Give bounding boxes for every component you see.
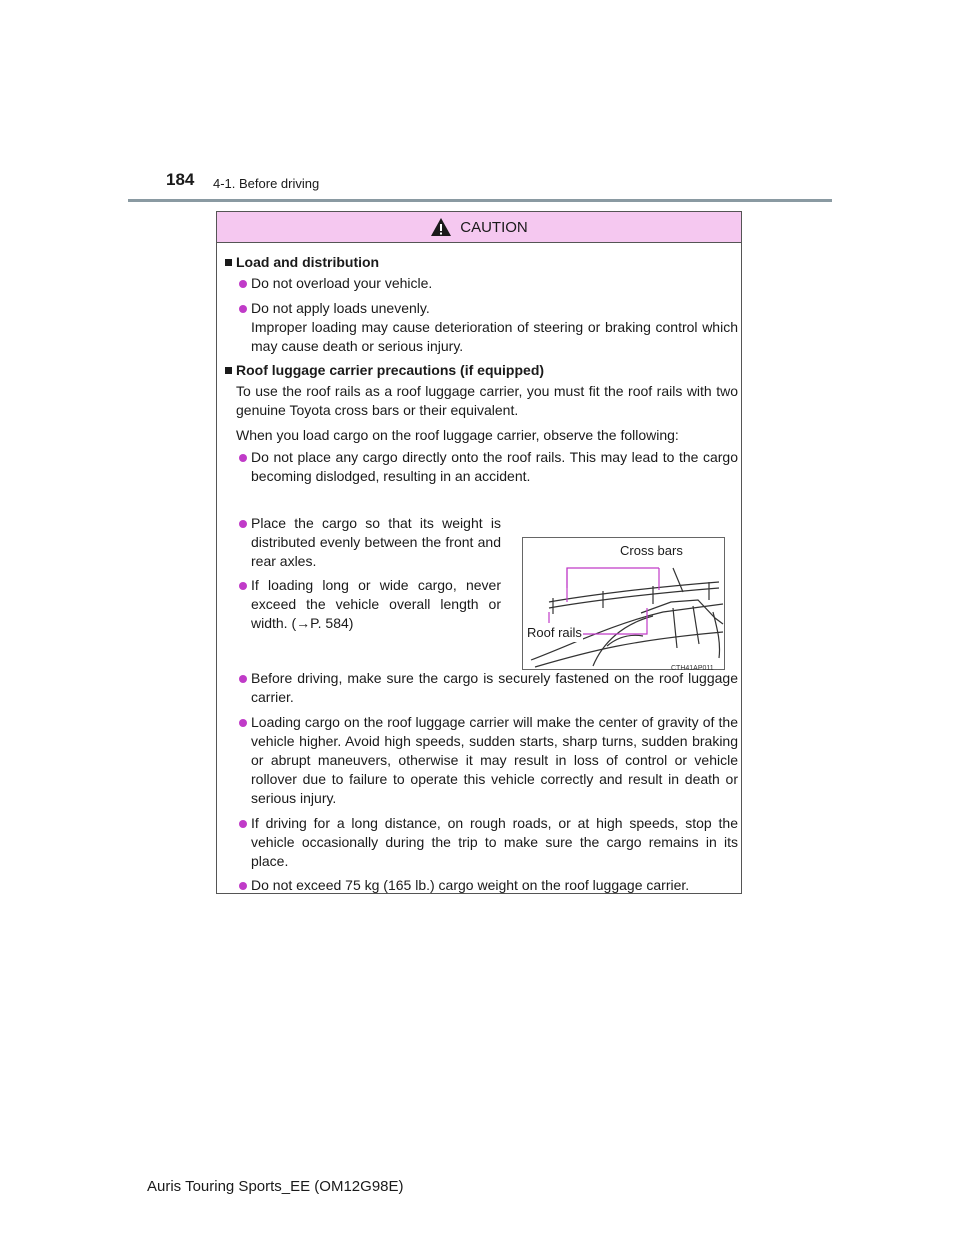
bullet-icon xyxy=(239,582,247,590)
bullet-icon xyxy=(239,520,247,528)
bullet-icon xyxy=(239,675,247,683)
square-bullet-icon xyxy=(225,367,232,374)
list-item: If driving for a long distance, on rough roads, or at high speeds, stop the vehicle occasionally during the trip to make sure the cargo remains in its place. xyxy=(251,815,738,869)
bullet-icon xyxy=(239,820,247,828)
bullet-icon xyxy=(239,454,247,462)
list-item: Do not overload your vehicle. xyxy=(251,275,433,291)
header-divider xyxy=(128,199,832,202)
page-number: 184 xyxy=(166,170,195,189)
section-heading: Load and distribution xyxy=(236,254,380,270)
bullet-icon xyxy=(239,280,247,288)
bullet-icon xyxy=(239,882,247,890)
list-item: If loading long or wide cargo, never exceed the vehicle overall length or width. (→P. 584) xyxy=(251,577,501,631)
list-item: Before driving, make sure the cargo is securely fastened on the roof luggage carrier. xyxy=(251,670,738,705)
bullet-icon xyxy=(239,305,247,313)
square-bullet-icon xyxy=(225,259,232,266)
list-item: Do not apply loads unevenly. xyxy=(251,300,430,316)
paragraph: To use the roof rails as a roof luggage carrier, you must fit the roof rails with two genuine Toyota cross bars or their equivalent. xyxy=(236,383,738,418)
bullet-icon xyxy=(239,719,247,727)
section-heading: Roof luggage carrier precautions (if equipped) xyxy=(236,362,545,378)
roof-rails-figure xyxy=(522,537,725,670)
list-item: Do not exceed 75 kg (165 lb.) cargo weight on the roof luggage carrier. xyxy=(251,877,690,893)
figure-code: CTH41AP011 xyxy=(671,665,714,672)
cross-bars-label: Cross bars xyxy=(620,543,683,558)
manual-footer: Auris Touring Sports_EE (OM12G98E) xyxy=(147,1178,404,1195)
roof-rails-label: Roof rails xyxy=(527,625,582,640)
warning-triangle-icon xyxy=(430,217,452,237)
list-item: Place the cargo so that its weight is distributed evenly between the front and rear axles. xyxy=(251,515,501,569)
list-item: Loading cargo on the roof luggage carrier will make the center of gravity of the vehicle higher. Avoid high speeds, sudden starts, sharp turns, sudden braking or abrupt maneuvers, otherwise it may result in loss of control or vehicle rollover due to failure to operate this vehicle correctly and result in death or serious injury. xyxy=(251,714,738,806)
list-item: Do not place any cargo directly onto the roof rails. This may lead to the cargo becoming dislodged, resulting in an accident. xyxy=(251,449,738,484)
caution-header xyxy=(217,212,741,243)
paragraph: When you load cargo on the roof luggage carrier, observe the following: xyxy=(236,427,679,443)
caution-box xyxy=(216,211,742,894)
section-title: 4-1. Before driving xyxy=(213,176,320,191)
caution-title: CAUTION xyxy=(460,218,528,236)
list-item-continuation: Improper loading may cause deterioration of steering or braking control which may cause death or serious injury. xyxy=(251,319,738,354)
